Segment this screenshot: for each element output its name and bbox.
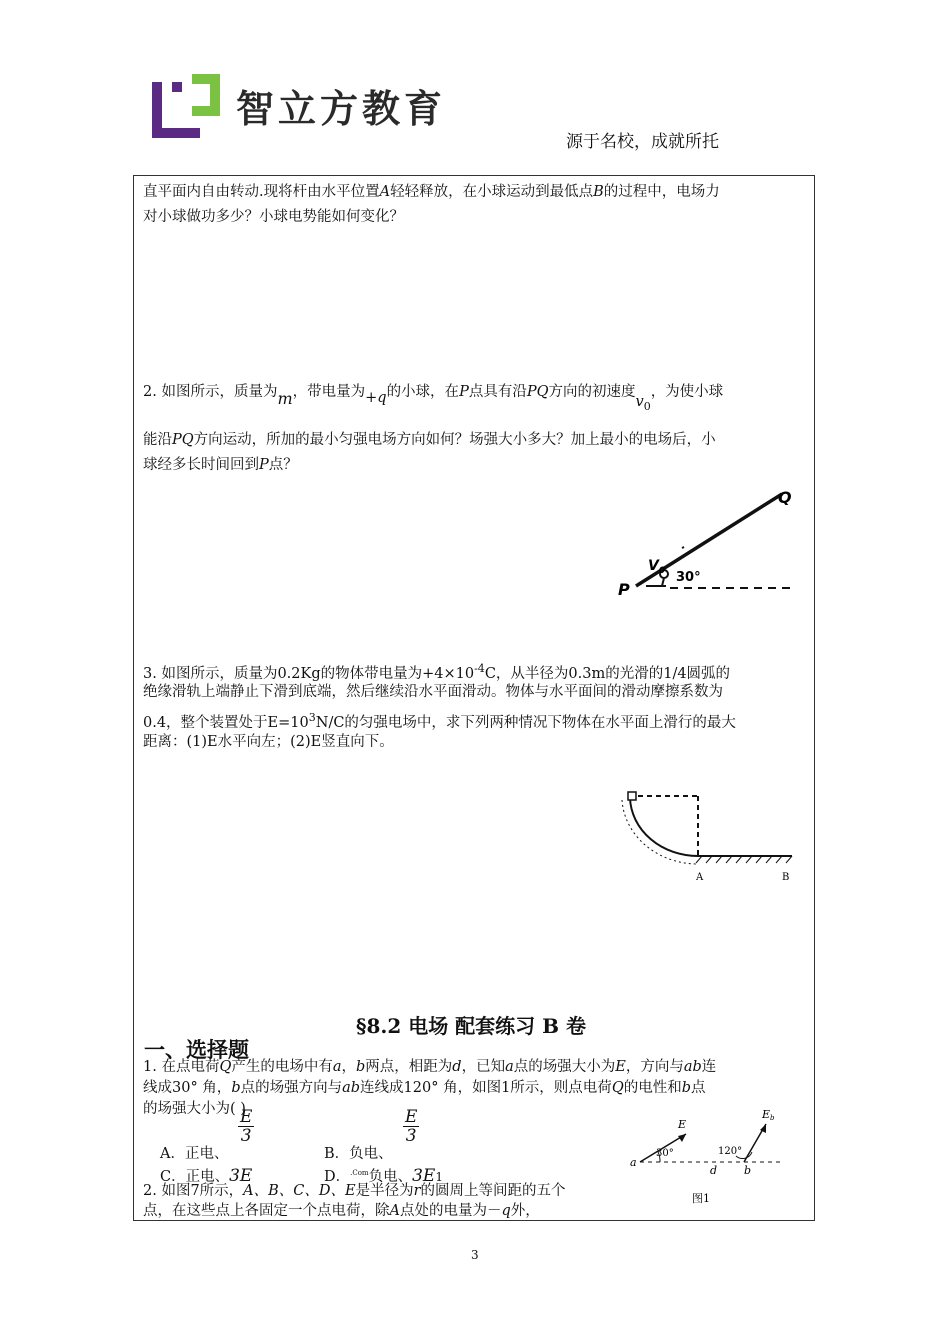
fig1-label-eb: Eb — [762, 1108, 775, 1122]
mc1-option-b: B．负电、 — [324, 1146, 393, 1162]
mc1-option-c: C．正电、3E — [160, 1166, 253, 1186]
q1-line-2: 对小球做功多少？小球电势能如何变化？ — [143, 209, 404, 225]
fig3-label-a: A — [696, 872, 704, 883]
part-title: 一、选择题 — [144, 1038, 249, 1062]
fig1-angle-120: 120° — [718, 1146, 743, 1157]
fig2-label-q: Q — [778, 488, 792, 507]
mc1-option-a: A．正电、 — [160, 1146, 229, 1162]
mc1-option-b-fraction: $\frac{E}{3}$ — [405, 1107, 418, 1146]
q3-line-1: 3. 如图所示，质量为0.2Kg的物体带电量为$+4\times 10^{-4}C$，从半径为0.3m的光滑的1/4圆弧的 — [143, 662, 731, 682]
fig2-label-v0: $V_0$ — [648, 558, 666, 576]
q3-line-4: 距离：(1)E水平向左；(2)E竖直向下。 — [143, 734, 394, 750]
fig1-label-e: E — [678, 1118, 687, 1131]
slogan: 源于名校，成就所托 — [566, 132, 719, 152]
q3-line-3: 0.4，整个装置处于$E=10^3N/C$的匀强电场中，求下列两种情况下物体在水平面上滑行的最大 — [143, 711, 736, 731]
q1-line-1: 直平面内自由转动.现将杆由水平位置A轻轻释放，在小球运动到最低点B的过程中，电场力 — [143, 184, 720, 200]
fig1-caption: 图1 — [692, 1192, 710, 1205]
fig1-label-b: b — [744, 1164, 752, 1177]
mc1-option-d: D．$^{.Com}$负电、3E1 — [324, 1166, 443, 1186]
mc2-line-2: 点，在这些点上各固定一个点电荷，除A点处的电量为－q外， — [143, 1203, 540, 1219]
mc1-line-3: 的场强大小为( ) — [143, 1101, 246, 1117]
brand-name: 智立方教育 — [236, 87, 447, 131]
fig1-label-d: d — [710, 1164, 718, 1177]
brand-logo — [148, 72, 224, 140]
mc1-line-1: 1. 在点电荷Q产生的电场中有a，b两点，相距为d，已知a点的场强大小为E，方向与ab连 — [143, 1059, 717, 1075]
mc1-option-a-fraction: $\frac{E}{3}$ — [240, 1107, 253, 1146]
fig1-angle-30: 30° — [656, 1148, 674, 1159]
figure-incline-pq — [612, 478, 802, 600]
fig1-label-a: a — [630, 1156, 637, 1169]
q2-line-2: 能沿PQ方向运动，所加的最小匀强电场方向如何？场强大小多大？加上最小的电场后，小 — [143, 432, 716, 448]
mc2-line-1: 2. 如图7所示，A、B、C、D、E是半径为r的圆周上等间距的五个 — [143, 1183, 566, 1199]
fig3-label-b: B — [782, 872, 790, 883]
figure-arc-track — [612, 786, 802, 886]
page-number: 3 — [471, 1248, 479, 1262]
section-title: §8.2 电场 配套练习 B 卷 — [356, 1014, 587, 1038]
q2-line-3: 球经多长时间回到P点？ — [143, 457, 298, 473]
figure-1-field-vectors — [620, 1106, 810, 1206]
fig2-label-p: P — [618, 580, 630, 599]
logo-mark-icon — [148, 72, 224, 140]
mc1-line-2: 线成30° 角，b点的场强方向与ab连线成120° 角，如图1所示，则点电荷Q的电性和b点 — [143, 1080, 706, 1096]
q2-line-1: 2. 如图所示，质量为m，带电量为+q的小球，在P点具有沿PQ方向的初速度$v_0$，为使小球 — [143, 384, 724, 413]
fig2-label-angle: 30° — [676, 570, 701, 585]
q3-line-2: 绝缘滑轨上端静止下滑到底端，然后继续沿水平面滑动。物体与水平面间的滑动摩擦系数为 — [143, 684, 723, 700]
